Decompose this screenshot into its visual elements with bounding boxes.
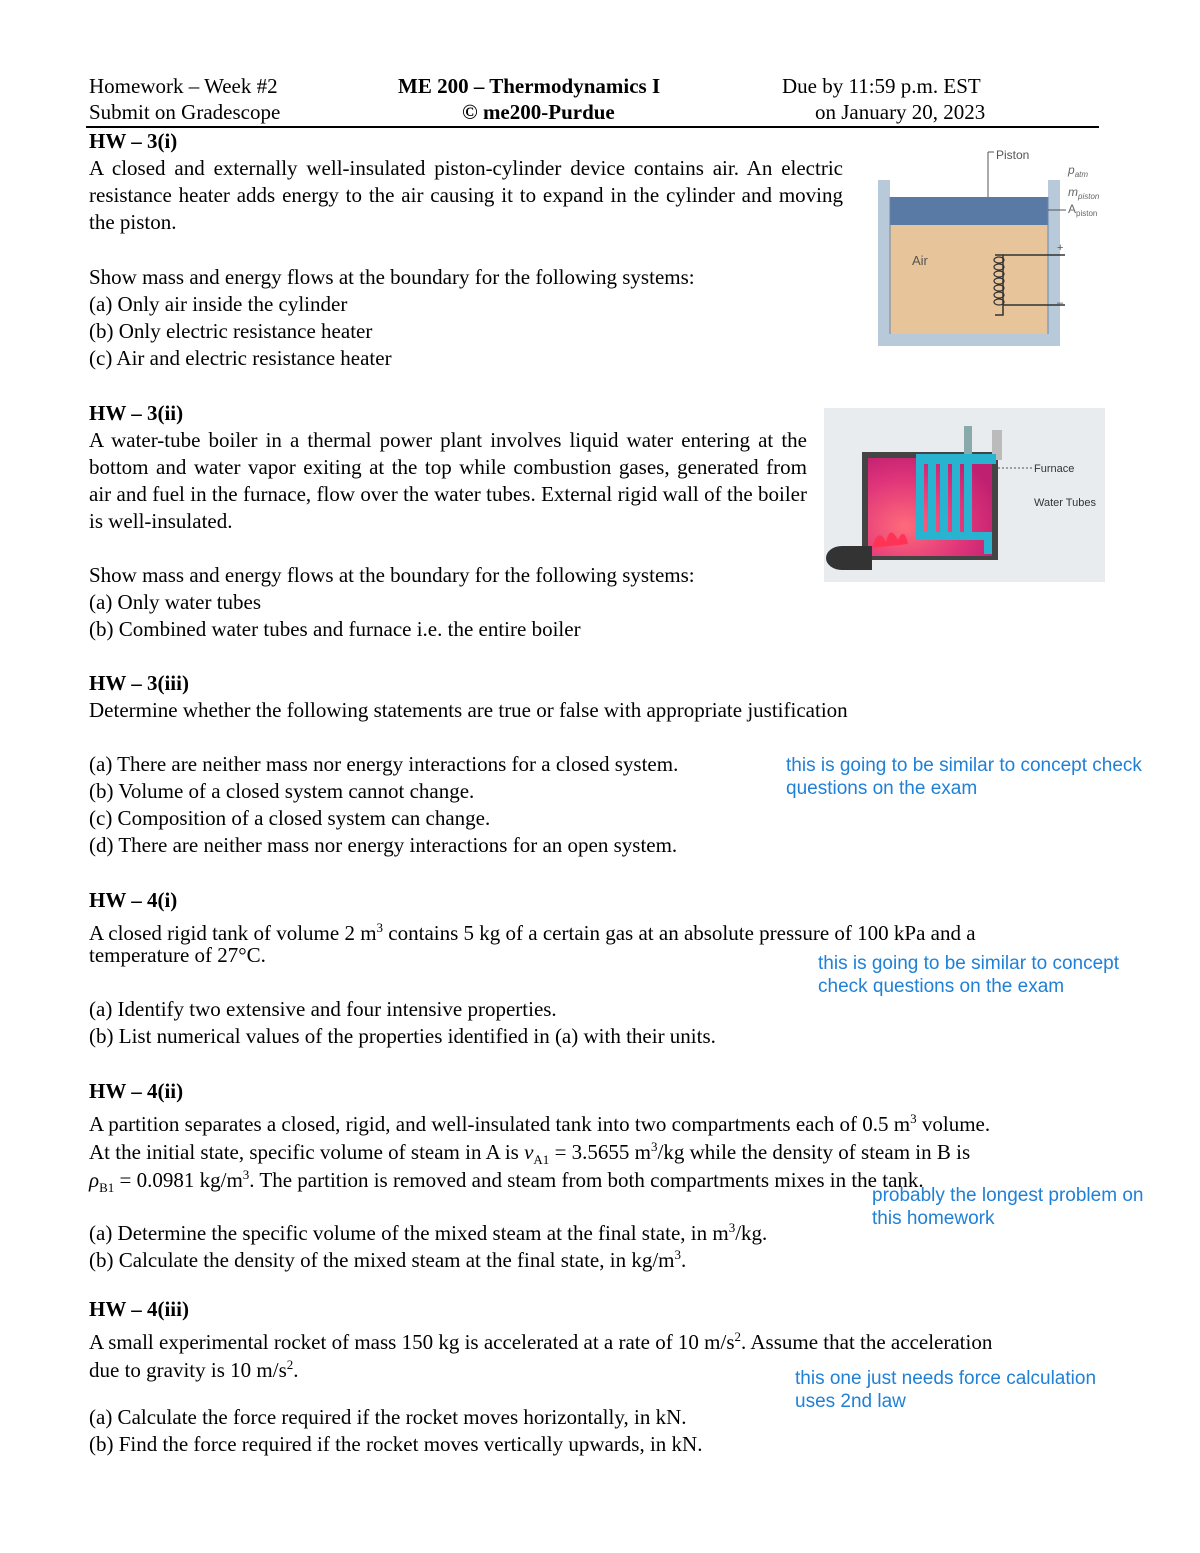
annotation-concept-check-1a: this is going to be similar to concept check <box>786 755 1142 776</box>
label-mpiston: $m_{piston}$ <box>1068 185 1100 201</box>
hw4ii-heading: HW – 4(ii) <box>89 1079 184 1103</box>
hw4iii-part-a: (a) Calculate the force required if the rocket moves horizontally, in kN. <box>89 1405 687 1429</box>
label-patm: $p_{atm}$ <box>1068 163 1089 179</box>
annotation-concept-check-2a: this is going to be similar to concept <box>818 953 1119 974</box>
hw4ii-part-b: (b) Calculate the density of the mixed steam at the final state, in $kg/m^3$. <box>89 1247 687 1272</box>
label-furnace: Furnace <box>1034 463 1075 475</box>
hw3iii-part-d: (d) There are neither mass nor energy interactions for an open system. <box>89 833 678 857</box>
air-region <box>890 225 1048 334</box>
hw3iii-intro: Determine whether the following statements are true or false with appropriate justification <box>89 698 848 722</box>
hw4i-line1: A closed rigid tank of volume 2 $m^3$ contains 5 kg of a certain gas at an absolute pressure of 100 kPa and a <box>89 920 976 945</box>
header-submit-info: Submit on Gradescope <box>89 100 281 124</box>
annotation-concept-check-1b: questions on the exam <box>786 778 978 799</box>
steam-outlet <box>964 426 972 456</box>
hw3iii-heading: HW – 3(iii) <box>89 671 189 695</box>
hw4iii-heading: HW – 4(iii) <box>89 1297 189 1321</box>
hw3ii-heading: HW – 3(ii) <box>89 401 184 425</box>
label-piston: Piston <box>996 148 1030 162</box>
label-minus: – <box>1057 297 1064 309</box>
hw3i-heading: HW – 3(i) <box>89 129 178 153</box>
header-rule <box>86 126 1099 128</box>
hw4i-heading: HW – 4(i) <box>89 888 178 912</box>
label-apiston: $A_{piston}$ <box>1068 202 1098 218</box>
piston <box>890 197 1048 225</box>
hw3iii-part-c: (c) Composition of a closed system can change. <box>89 806 491 830</box>
annotation-force-calc-a: this one just needs force calculation <box>795 1368 1097 1389</box>
hw3i-intro: A closed and externally well-insulated piston-cylinder device contains air. An electric resistance heater adds energy to the air causing it to expand in the cylinder and moving the piston. <box>89 156 843 234</box>
hw3ii-prompt: Show mass and energy flows at the boundary for the following systems: <box>89 563 695 587</box>
annotation-concept-check-2b: check questions on the exam <box>818 976 1065 997</box>
hw4iii-line1: A small experimental rocket of mass 150 kg is accelerated at a rate of 10 $m/s^2$. Assume that the acceleration <box>89 1329 993 1354</box>
hw4ii-line1: A partition separates a closed, rigid, and well-insulated tank into two compartments each of 0.5 $m^3$ volume. <box>89 1111 991 1136</box>
hw3i-part-a: (a) Only air inside the cylinder <box>89 292 348 316</box>
piston-cylinder-figure <box>870 140 1110 350</box>
header-course-title: ME 200 – Thermodynamics I <box>398 74 661 98</box>
hw3i-part-b: (b) Only electric resistance heater <box>89 319 373 343</box>
header-copyright: © me200-Purdue <box>462 100 615 124</box>
label-air: Air <box>912 253 928 268</box>
header-due-time: Due by 11:59 p.m. EST <box>782 74 981 98</box>
hw3i-prompt: Show mass and energy flows at the boundary for the following systems: <box>89 265 695 289</box>
hw4i-line2: temperature of 27°C. <box>89 943 266 967</box>
header-due-date: on January 20, 2023 <box>815 100 986 124</box>
annotation-longest-problem-b: this homework <box>872 1208 995 1229</box>
hw4i-part-a: (a) Identify two extensive and four intensive properties. <box>89 997 557 1021</box>
label-water-tubes: Water Tubes <box>1034 497 1096 509</box>
hw4i-part-b: (b) List numerical values of the properties identified in (a) with their units. <box>89 1024 716 1048</box>
annotation-longest-problem-a: probably the longest problem on <box>872 1185 1144 1206</box>
hw3ii-part-b: (b) Combined water tubes and furnace i.e. the entire boiler <box>89 617 581 641</box>
annotation-force-calc-b: uses 2nd law <box>795 1391 906 1412</box>
hw4ii-part-a: (a) Determine the specific volume of the mixed steam at the final state, in $m^3/kg$. <box>89 1220 768 1245</box>
hw4iii-line2: due to gravity is 10 $m/s^2$. <box>89 1357 299 1382</box>
header-course-week: Homework – Week #2 <box>89 74 278 98</box>
hw3i-part-c: (c) Air and electric resistance heater <box>89 346 392 370</box>
hw3iii-part-b: (b) Volume of a closed system cannot change. <box>89 779 475 803</box>
hw3iii-part-a: (a) There are neither mass nor energy interactions for a closed system. <box>89 752 679 776</box>
hw3ii-part-a: (a) Only water tubes <box>89 590 262 614</box>
hw4ii-line2: At the initial state, specific volume of steam in A is $v_{A1} = 3.5655$ $m^3/kg$ while the density of steam in B is <box>89 1139 971 1168</box>
hw3ii-intro: A water-tube boiler in a thermal power plant involves liquid water entering at the bottom and water vapor exiting at the top while combustion gases, generated from air and fuel in the furnace, flow over the water tubes. External rigid wall of the boiler is well-insulated. <box>89 428 807 533</box>
hw4ii-line3: $\rho_{B1} = 0.0981$ $kg/m^3$. The partition is removed and steam from both compartments mixes in the tank. <box>89 1167 924 1196</box>
label-plus: + <box>1057 242 1064 254</box>
hw4iii-part-b: (b) Find the force required if the rocket moves vertically upwards, in kN. <box>89 1432 703 1456</box>
boiler-figure <box>824 408 1105 582</box>
